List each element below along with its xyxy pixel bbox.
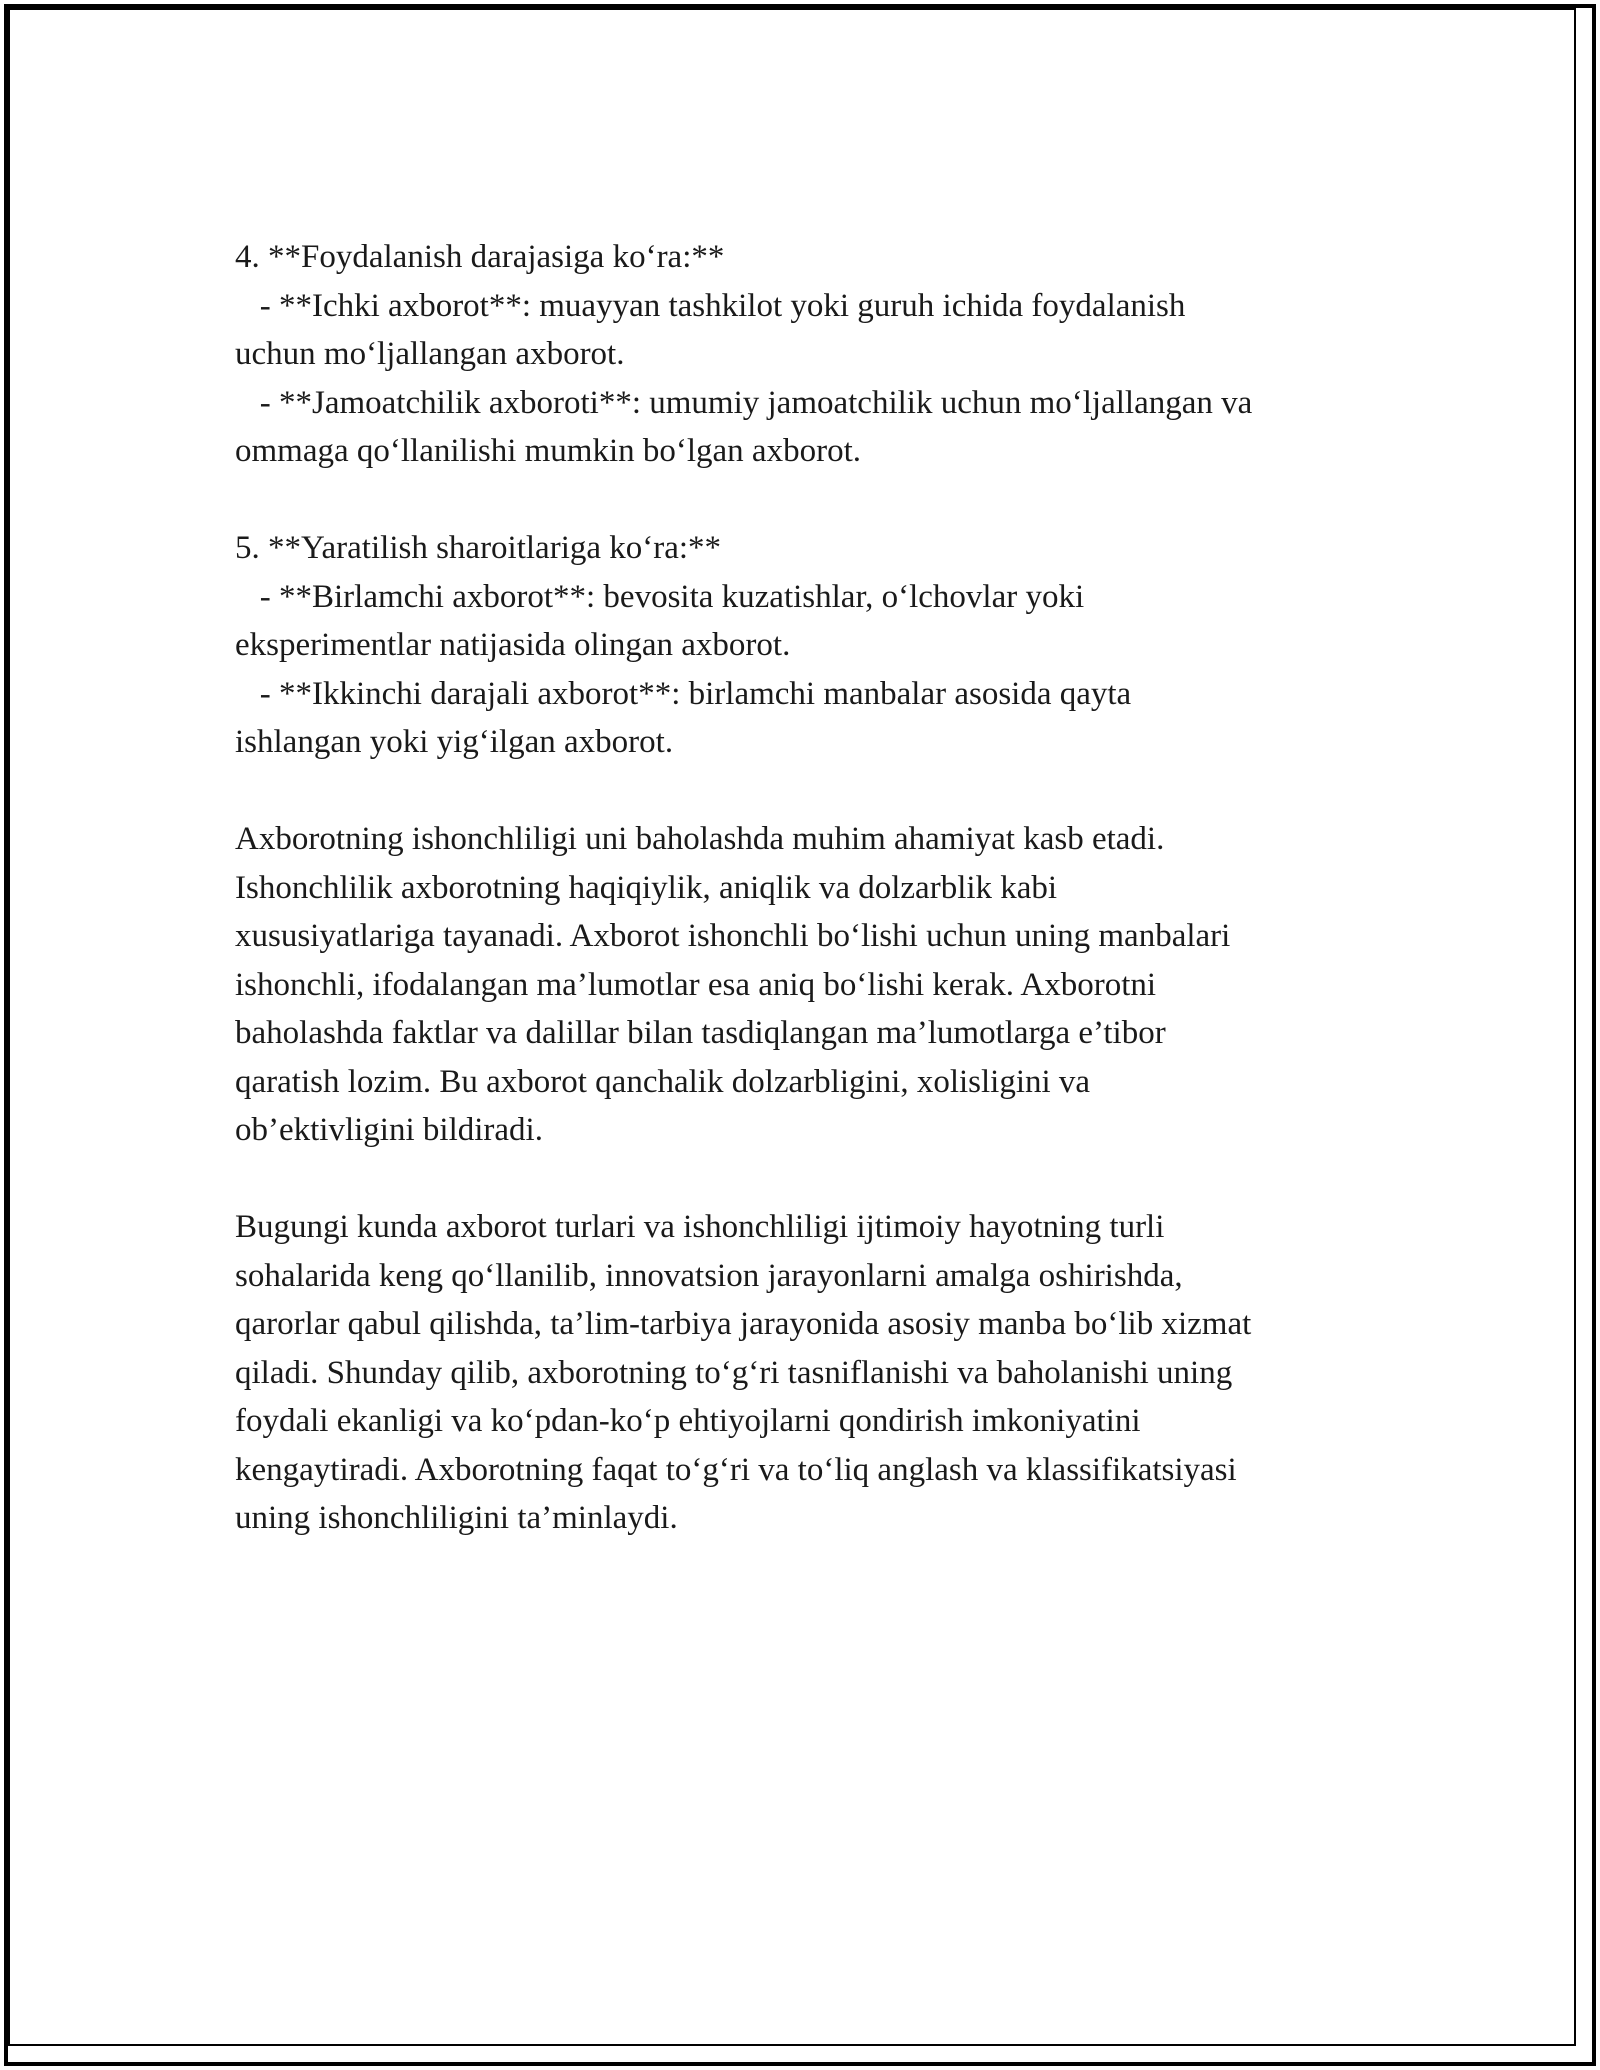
paragraph-line: foydali ekanligi va ko‘pdan-ko‘p ehtiyojlarni qondirish imkoniyatini (235, 1403, 1141, 1439)
section-usage-level (235, 233, 1375, 476)
document-body (235, 233, 1375, 1543)
paragraph-line: qiladi. Shunday qilib, axborotning to‘g‘ri tasniflanishi va baholanishi uning (235, 1354, 1233, 1391)
paragraph-spacer (235, 767, 1375, 816)
paragraph-line: Axborotning ishonchliligi uni baholashda muhim ahamiyat kasb etadi. (235, 821, 1165, 857)
list-item: - **Birlamchi axborot**: bevosita kuzatishlar, o‘lchovlar yoki (235, 578, 1085, 615)
paragraph-line: kengaytiradi. Axborotning faqat to‘g‘ri va to‘liq anglash va klassifikatsiyasi (235, 1451, 1237, 1488)
section-heading: 5. **Yaratilish sharoitlariga ko‘ra:** (235, 530, 722, 566)
list-item-continuation: ishlangan yoki yig‘ilgan axborot. (235, 724, 674, 760)
paragraph-line: uning ishonchliligini ta’minlaydi. (235, 1500, 678, 1536)
list-item: - **Ichki axborot**: muayyan tashkilot yoki guruh ichida foydalanish (235, 287, 1186, 324)
paragraph-line: ishonchli, ifodalangan ma’lumotlar esa aniq bo‘lishi kerak. Axborotni (235, 966, 1157, 1003)
paragraph-line: baholashda faktlar va dalillar bilan tasdiqlangan ma’lumotlarga e’tibor (235, 1015, 1166, 1051)
section-creation-conditions (235, 524, 1375, 767)
list-item: - **Ikkinchi darajali axborot**: birlamchi manbalar asosida qayta (235, 675, 1132, 712)
list-item-continuation: ommaga qo‘llanilishi mumkin bo‘lgan axborot. (235, 433, 861, 469)
paragraph-line: ob’ektivligini bildiradi. (235, 1112, 543, 1148)
paragraph-line: xususiyatlariga tayanadi. Axborot ishonchli bo‘lishi uchun uning manbalari (235, 918, 1231, 954)
paragraph-line: Ishonchlilik axborotning haqiqiylik, aniqlik va dolzarblik kabi (235, 869, 1058, 906)
list-item-continuation: uchun mo‘ljallangan axborot. (235, 336, 625, 372)
list-item: - **Jamoatchilik axboroti**: umumiy jamoatchilik uchun mo‘ljallangan va (235, 384, 1253, 421)
paragraph-line: qaratish lozim. Bu axborot qanchalik dolzarbligini, xolisligini va (235, 1063, 1091, 1100)
paragraph-spacer (235, 1155, 1375, 1204)
list-item-continuation: eksperimentlar natijasida olingan axborot. (235, 627, 791, 663)
paragraph-line: Bugungi kunda axborot turlari va ishonchliligi ijtimoiy hayotning turli (235, 1209, 1165, 1245)
paragraph-spacer (235, 476, 1375, 525)
paragraph-reliability (235, 815, 1375, 1155)
paragraph-line: qarorlar qabul qilishda, ta’lim-tarbiya jarayonida asosiy manba bo‘lib xizmat (235, 1306, 1252, 1342)
paragraph-line: sohalarida keng qo‘llanilib, innovatsion jarayonlarni amalga oshirishda, (235, 1257, 1183, 1294)
paragraph-conclusion (235, 1203, 1375, 1543)
section-heading: 4. **Foydalanish darajasiga ko‘ra:** (235, 239, 725, 275)
